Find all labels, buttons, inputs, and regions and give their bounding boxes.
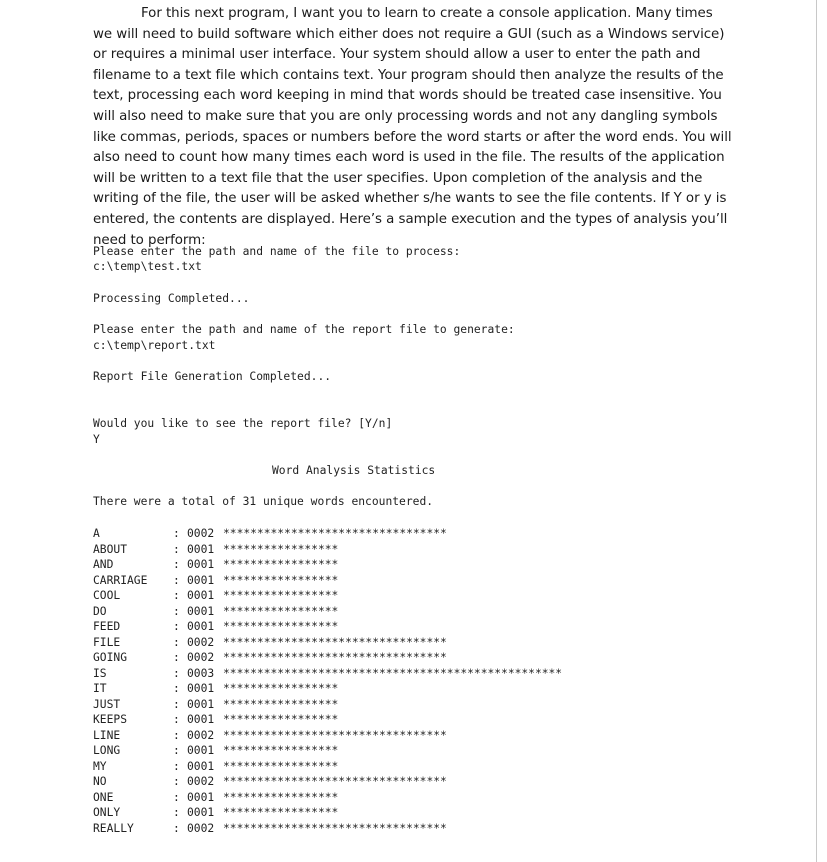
frequency-bar: ********************************* [223,527,447,540]
word-cell: JUST [93,697,121,711]
word-row [93,526,447,542]
report-done: Report File Generation Completed... [93,370,332,383]
count-cell: 0001 [187,806,215,819]
count-cell: 0002 [187,728,215,742]
count-cell: 0001 [187,573,215,587]
count-cell: 0002 [187,775,215,788]
count-cell: 0001 [187,682,215,695]
word-row [93,759,338,775]
frequency-bar: ********************************* [223,821,447,835]
count-cell: 0001 [187,542,215,556]
word-row [93,604,338,620]
word-cell: IT [93,682,107,695]
count-cell: 0001 [187,558,215,571]
word-row [93,666,562,682]
separator-cell: : [173,635,180,649]
word-cell: FEED [93,620,121,633]
assignment-paragraph: For this next program, I want you to learn to create a console application. Many times we will need to build software which either does not require a GUI (such as a Windows service) or requires a minimal user interface. Your system should allow a user to enter the path and filename to a text file which contains text. Your program should then analyze the results of the text, processing each word keeping in mind that words should be treated case insensitive. You will also need to make sure that you are only processing words and not any dangling symbols like commas, periods, spaces or numbers before the word starts or after the word ends. You will also need to count how many times each word is used in the file. The results of the application will be written to a text file that the user specifies. Upon completion of the analysis and the writing of the file, the user will be asked whether s/he wants to see the file contents. If Y or y is entered, the contents are displayed. Here’s a sample execution and the types of analysis you’ll need to perform: [93,6,732,248]
frequency-bar: ***************** [223,620,339,633]
word-row [93,728,447,744]
count-cell: 0001 [187,744,215,757]
separator-cell: : [173,744,180,757]
word-cell: LINE [93,728,121,742]
separator-cell: : [173,697,180,711]
prompt-report: Please enter the path and name of the report file to generate: [93,323,515,336]
frequency-bar: ***************** [223,682,339,695]
separator-cell: : [173,759,180,773]
separator-cell: : [173,728,180,742]
prompt-input: Please enter the path and name of the file to process: [93,245,461,258]
word-row [93,712,338,728]
frequency-bar: ***************** [223,697,339,711]
word-cell: ONLY [93,806,121,819]
word-row [93,635,447,651]
separator-cell: : [173,713,180,726]
frequency-bar: ***************** [223,713,339,726]
count-cell: 0002 [187,527,215,540]
word-row [93,697,338,713]
word-cell: IS [93,666,107,680]
word-row [93,790,338,806]
frequency-bar: ***************** [223,589,339,602]
word-row [93,573,338,589]
frequency-bar: ********************************* [223,651,447,664]
separator-cell: : [173,589,180,602]
separator-cell: : [173,573,180,587]
frequency-bar: ********************************* [223,775,447,788]
prompt-view: Would you like to see the report file? [Y/n] [93,417,393,430]
word-cell: FILE [93,635,121,649]
word-cell: A [93,527,100,540]
word-row [93,743,338,759]
word-cell: AND [93,558,114,571]
count-cell: 0001 [187,759,215,773]
separator-cell: : [173,558,180,571]
word-row [93,821,447,837]
separator-cell: : [173,527,180,540]
stats-title: Word Analysis Statistics [272,464,436,477]
summary-line: There were a total of 31 unique words encountered. [93,495,434,508]
frequency-bar: ***************** [223,790,339,804]
word-cell: GOING [93,651,128,664]
frequency-bar: ***************** [223,558,339,571]
frequency-bar: ************************************************** [223,666,563,680]
word-cell: REALLY [93,821,134,835]
separator-cell: : [173,775,180,788]
frequency-bar: ***************** [223,604,339,618]
word-cell: LONG [93,744,121,757]
frequency-bar: ********************************* [223,728,447,742]
document-body [93,0,733,251]
separator-cell: : [173,666,180,680]
word-row [93,542,338,558]
word-row [93,681,338,697]
frequency-bar: ***************** [223,573,339,587]
view-answer: Y [93,433,100,446]
word-row [93,805,338,821]
separator-cell: : [173,620,180,633]
frequency-bar: ***************** [223,806,339,819]
word-cell: COOL [93,589,121,602]
word-row [93,774,447,790]
separator-cell: : [173,542,180,556]
processing-done: Processing Completed... [93,292,250,305]
count-cell: 0001 [187,697,215,711]
frequency-bar: ********************************* [223,635,447,649]
count-cell: 0001 [187,713,215,726]
word-row [93,557,338,573]
count-cell: 0001 [187,589,215,602]
report-path: c:\temp\report.txt [93,339,216,352]
separator-cell: : [173,806,180,819]
separator-cell: : [173,790,180,804]
input-path: c:\temp\test.txt [93,260,202,273]
count-cell: 0002 [187,651,215,664]
page-edge [816,0,817,862]
separator-cell: : [173,604,180,618]
count-cell: 0003 [187,666,215,680]
word-row [93,588,338,604]
count-cell: 0002 [187,635,215,649]
word-cell: ABOUT [93,542,128,556]
frequency-bar: ***************** [223,759,339,773]
separator-cell: : [173,651,180,664]
count-cell: 0001 [187,604,215,618]
separator-cell: : [173,682,180,695]
separator-cell: : [173,821,180,835]
frequency-bar: ***************** [223,744,339,757]
word-cell: NO [93,775,107,788]
count-cell: 0001 [187,790,215,804]
count-cell: 0001 [187,620,215,633]
word-cell: DO [93,604,107,618]
word-row [93,650,447,666]
word-cell: KEEPS [93,713,128,726]
word-cell: MY [93,759,107,773]
word-cell: ONE [93,790,114,804]
word-cell: CARRIAGE [93,573,148,587]
count-cell: 0002 [187,821,215,835]
word-row [93,619,338,635]
frequency-bar: ***************** [223,542,339,556]
